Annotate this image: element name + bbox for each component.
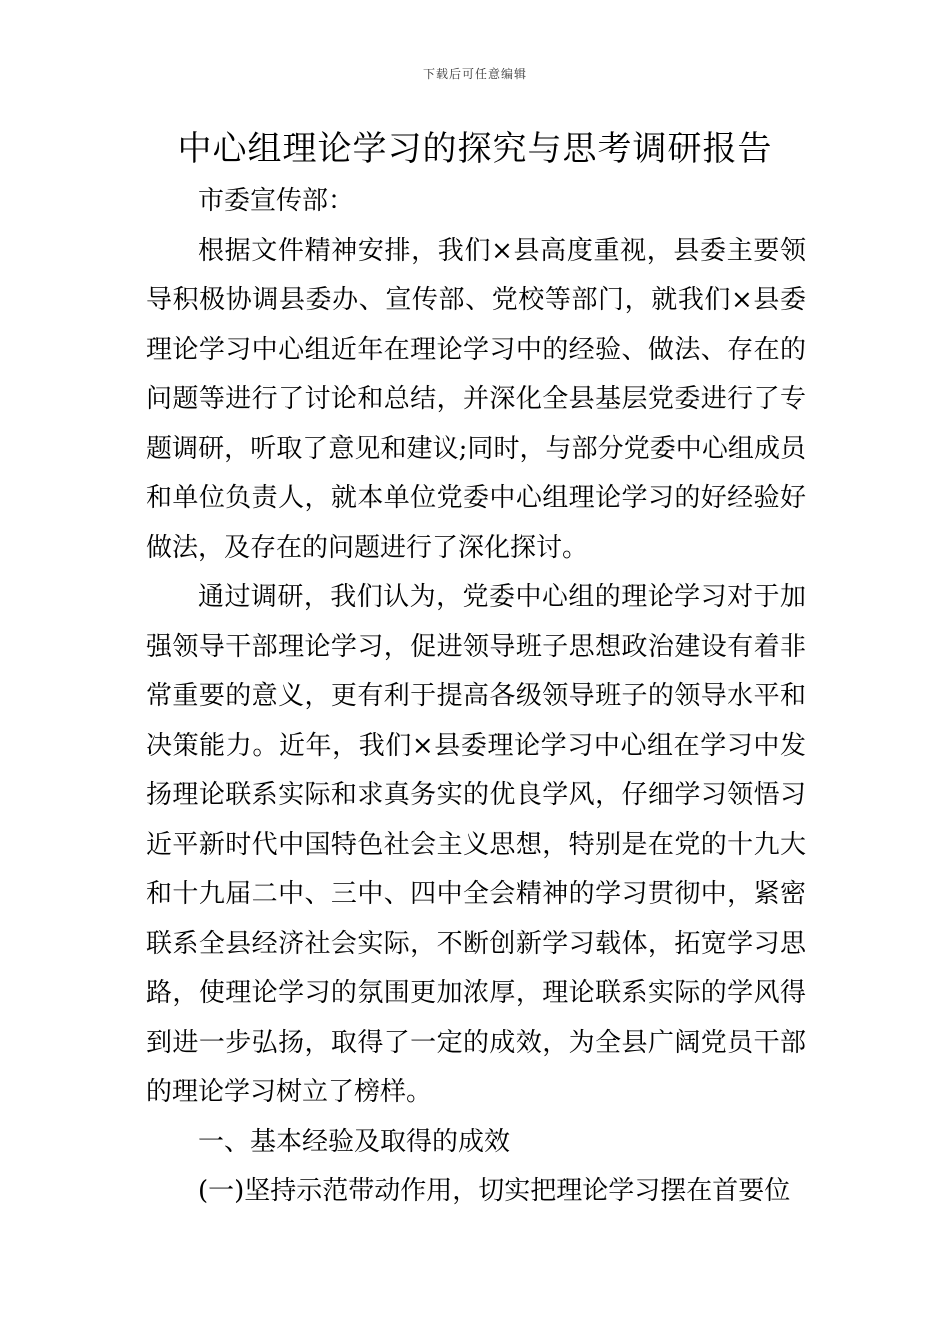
section-heading: 一、基本经验及取得的成效 [198,1126,511,1157]
document-title: 中心组理论学习的探究与思考调研报告 [177,129,773,169]
document-body [146,177,806,1217]
header-note: 下载后可任意编辑 [422,67,527,81]
paragraph-1: 根据文件精神安排，我们×县高度重视，县委主要领导积极协调县委办、宣传部、党校等部门，就我们×县委理论学习中心组近年在理论学习中的经验、做法、存在的问题等进行了讨论和总结，并深化全县基层党委进行了专题调研，听取了意见和建议;同时，与部分党委中心组成员和单位负责人，就本单位党委中心组理论学习的好经验好做法，及存在的问题进行了深化探讨。 [146,235,806,563]
paragraph-2: 通过调研，我们认为，党委中心组的理论学习对于加强领导干部理论学习，促进领导班子思想政治建设有着非常重要的意义，更有利于提高各级领导班子的领导水平和决策能力。近年，我们×县委理论学习中心组在学习中发扬理论联系实际和求真务实的优良学风，仔细学习领悟习近平新时代中国特色社会主义思想，特别是在党的十九大和十九届二中、三中、四中全会精神的学习贯彻中，紧密联系全县经济社会实际，不断创新学习载体，拓宽学习思路，使理论学习的氛围更加浓厚，理论联系实际的学风得到进一步弘扬，取得了一定的成效，为全县广阔党员干部的理论学习树立了榜样。 [146,582,806,1107]
salutation: 市委宣传部： [198,186,355,216]
subsection-heading: (一)坚持示范带动作用，切实把理论学习摆在首要位 [198,1176,791,1206]
